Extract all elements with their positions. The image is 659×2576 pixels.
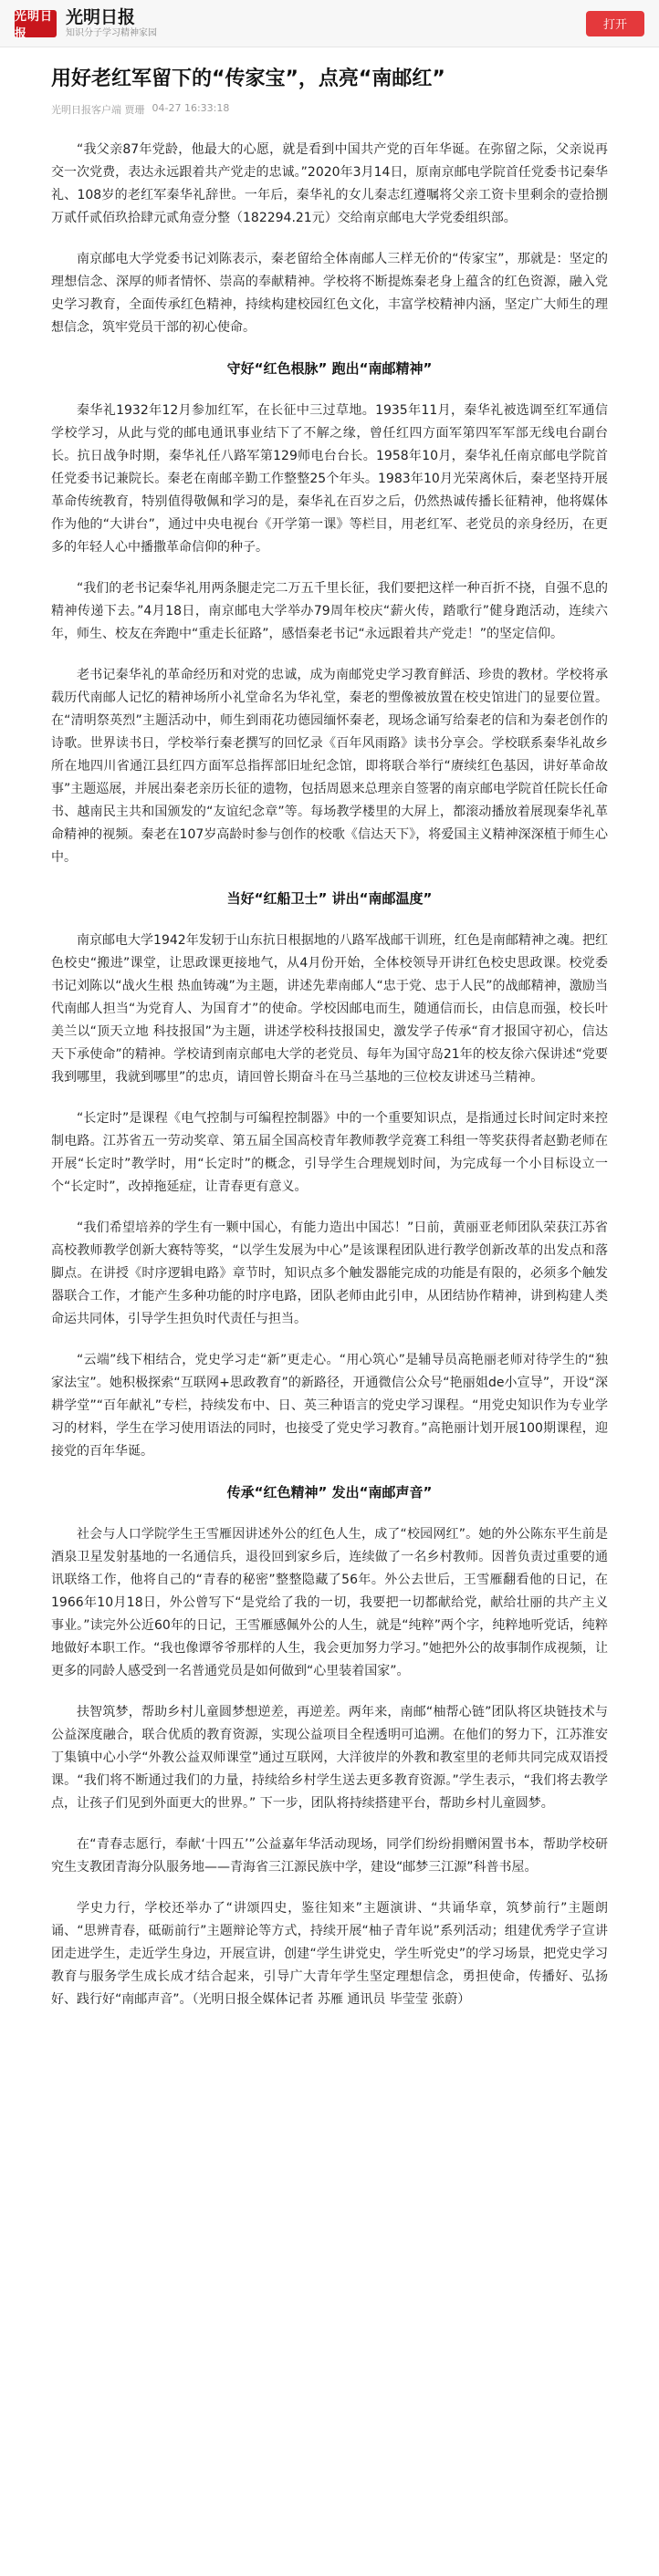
- brand-name: 光明日报: [66, 6, 136, 27]
- paragraph: 南京邮电大学1942年发轫于山东抗日根据地的八路军战邮干训班，红色是南邮精神之魂。把红色校史“搬进”课堂，让思政课更接地气，从4月份开始，全体校领导开讲红色校史思政课。校党委书记刘陈以“战火生根 热血铸魂”为主题，讲述先辈南邮人“忠于党、忠于人民”的战邮精神，激励当代南邮人担当“为党育人、为国育才”的使命。学校因邮电而生，随通信而长，由信息而强，校长叶美兰以“顶天立地 科技报国”为主题，讲述学校科技报国史，激发学子传承“育才报国守初心，信达天下承使命”的精神。学校请到南京邮电大学的老党员、每年为国守岛21年的校友徐六保讲述“党要我到哪里，我就到哪里”的忠贞，请回曾长期奋斗在马兰基地的三位校友讲述马兰精神。: [51, 933, 608, 1085]
- article-meta: [51, 102, 608, 117]
- paragraph: 扶智筑梦，帮助乡村儿童圆梦想逆差，再逆差。两年来，南邮“柚帮心链”团队将区块链技术与公益深度融合，联合优质的教育资源，实现公益项目全程透明可追溯。在他们的努力下，江苏淮安丁集镇中心小学“外教公益双师课堂”通过互联网，大洋彼岸的外教和教室里的老师共同完成双语授课。“我们将不断通过我们的力量，持续给乡村学生送去更多教育资源。”学生表示，“我们将去教学点，让孩子们见到外面更大的世界。” 下一步，团队将持续搭建平台，帮助乡村儿童圆梦。: [51, 1705, 608, 1811]
- section-heading: 当好“红船卫士” 讲出“南邮温度”: [226, 890, 433, 907]
- section-heading: 传承“红色精神” 发出“南邮声音”: [226, 1484, 433, 1501]
- article: [0, 47, 659, 2066]
- brand-text: [66, 7, 157, 40]
- paragraph: 秦华礼1932年12月参加红军，在长征中三过草地。1935年11月，秦华礼被选调至红军通信学校学习，从此与党的邮电通讯事业结下了不解之缘，曾任红四方面军第四军军部无线电台副台长。抗日战争时期，秦华礼任八路军第129师电台台长。1958年10月，秦华礼任南京邮电学院首任党委书记兼院长。秦老在南邮辛勤工作整整25个年头。1983年10月光荣离休后，秦老坚持开展革命传统教育，特别值得敬佩和学习的是，秦华礼在百岁之后，仍然热诚传播长征精神，他将媒体作为他的“大讲台”，通过中央电视台《开学第一课》等栏目，用老红军、老党员的亲身经历，在更多的年轻人心中播撒革命信仰的种子。: [51, 403, 608, 555]
- article-body: [51, 139, 608, 2011]
- section-heading: 守好“红色根脉” 跑出“南邮精神”: [226, 360, 433, 377]
- paragraph: 老书记秦华礼的革命经历和对党的忠诚，成为南邮党史学习教育鲜活、珍贵的教材。学校将承载历代南邮人记忆的精神场所小礼堂命名为华礼堂，秦老的塑像被放置在校史馆进门的显要位置。在“清明祭英烈”主题活动中，师生到雨花功德园缅怀秦老，现场念诵写给秦老的信和为秦老创作的诗歌。世界读书日，学校举行秦老撰写的回忆录《百年风雨路》读书分享会。学校联系秦华礼故乡所在地四川省通江县红四方面军总指挥部旧址纪念馆，即将联合举行“赓续红色基因，讲好革命故事”主题巡展，并展出秦老亲历长征的遗物，包括周恩来总理亲自签署的南京邮电学院首任院长任命书、越南民主共和国颁发的“友谊纪念章”等。每场教学楼里的大屏上，都滚动播放着展现秦华礼革命精神的视频。秦老在107岁高龄时参与创作的校歌《信达天下》，将爱国主义精神深深植于师生心中。: [51, 668, 608, 865]
- paragraph: 南京邮电大学党委书记刘陈表示，秦老留给全体南邮人三样无价的“传家宝”，那就是：坚定的理想信念、深厚的师者情怀、崇高的奉献精神。学校将不断提炼秦老身上蕴含的红色资源，融入党史学习教育，全面传承红色精神，持续构建校园红色文化，丰富学校精神内涵，坚定广大师生的理想信念，筑牢党员干部的初心使命。: [51, 252, 608, 335]
- paragraph: 在“青春志愿行，奉献‘十四五’”公益嘉年华活动现场，同学们纷纷捐赠闲置书本，帮助学校研究生支教团青海分队服务地——青海省三江源民族中学，建设“邮梦三江源”科普书屋。: [51, 1837, 608, 1875]
- paragraph: “我们的老书记秦华礼用两条腿走完二万五千里长征，我们要把这样一种百折不挠，自强不息的精神传递下去。”4月18日，南京邮电大学举办79周年校庆“薪火传，踏歌行”健身跑活动，连续六年，师生、校友在奔跑中“重走长征路”，感悟秦老书记“永远跟着共产党走！”的坚定信仰。: [51, 581, 608, 641]
- brand-slogan: 知识分子学习精神家园: [66, 27, 157, 38]
- open-app-button[interactable]: 打开: [586, 11, 644, 36]
- paragraph: “我父亲87年党龄，他最大的心愿，就是看到中国共产党的百年华诞。在弥留之际，父亲说再交一次党费，表达永远跟着共产党走的忠诚。”2020年3月14日，原南京邮电学院首任党委书记秦华礼、108岁的老红军秦华礼辞世。一年后，秦华礼的女儿秦志红遵嘱将父亲工资卡里剩余的壹拾捌万贰仟贰佰玖拾肆元贰角壹分整（182294.21元）交给南京邮电大学党委组织部。: [51, 142, 608, 225]
- article-date: 04-27 16:33:18: [152, 102, 230, 114]
- paragraph: “我们希望培养的学生有一颗中国心，有能力造出中国芯！”日前，黄丽亚老师团队荣获江苏省高校教师教学创新大赛特等奖，“以学生发展为中心”是该课程团队进行教学创新改革的出发点和落脚点。在讲授《时序逻辑电路》章节时，知识点多个触发器能完成的功能是有限的，必须多个触发器联合工作，才能产生多种功能的时序电路，团队老师由此引申，从团结协作精神，讲到构建人类命运共同体，引导学生担负时代责任与担当。: [51, 1220, 608, 1326]
- paragraph: 学史力行，学校还举办了“讲颂四史，鉴往知来”主题演讲、“共诵华章，筑梦前行”主题朗诵、“思辨青春，砥砺前行”主题辩论等方式，持续开展“柚子青年说”系列活动；组建优秀学子宣讲团走进学生，走近学生身边，开展宣讲，创建“学生讲党史，学生听党史”的学习场景，把党史学习教育与服务学生成长成才结合起来，引导广大青年学生坚定理想信念，勇担使命，传播好、弘扬好、践行好“南邮声音”。（光明日报全媒体记者 苏雁 通讯员 毕莹莹 张蔚）: [51, 1901, 608, 2007]
- article-title: 用好老红军留下的“传家宝”，点亮“南邮红”: [51, 68, 445, 90]
- article-source: 光明日报客户端 贾珊: [51, 104, 145, 116]
- app-header: [0, 0, 659, 47]
- paragraph: “长定时”是课程《电气控制与可编程控制器》中的一个重要知识点，是指通过长时间定时来控制电路。江苏省五一劳动奖章、第五届全国高校青年教师教学竞赛工科组一等奖获得者赵勤老师在开展“长定时”教学时，用“长定时”的概念，引导学生合理规划时间，为完成每一个小目标设立一个“长定时”，改掉拖延症，让青春更有意义。: [51, 1111, 608, 1194]
- paragraph: “云端”线下相结合，党史学习走“新”更走心。“用心筑心”是辅导员高艳丽老师对待学生的“独家法宝”。她积极探索“互联网+思政教育”的新路径，开通微信公众号“艳丽姐de小宣导”，开设“深耕学堂”“百年献礼”专栏，持续发布中、日、英三种语言的党史学习课程。“用党史知识作为专业学习的材料，学生在学习使用语法的同时，也接受了党史学习教育。”高艳丽计划开展100期课程，迎接党的百年华诞。: [51, 1353, 608, 1459]
- gmw-logo-icon: 光明日报: [15, 10, 57, 37]
- brand[interactable]: [15, 7, 157, 40]
- paragraph: 社会与人口学院学生王雪雁因讲述外公的红色人生，成了“校园网红”。她的外公陈东平生前是酒泉卫星发射基地的一名通信兵，退役回到家乡后，连续做了一名乡村教师。因普负责过重要的通讯联络工作，他将自己的“青春的秘密”整整隐藏了56年。外公去世后，王雪雁翻看他的日记，在1966年10月18日，外公曾写下“是党给了我的一切，我要把一切都献给党，献给壮丽的共产主义事业。”读完外公近60年的日记，王雪雁感佩外公的人生，就是“纯粹”两个字，纯粹地听党话，纯粹地做好本职工作。“我也像谭爷爷那样的人生，我会更加努力学习。”她把外公的故事制作成视频，让更多的同龄人感受到一名普通党员是如何做到“心里装着国家”。: [51, 1527, 608, 1678]
